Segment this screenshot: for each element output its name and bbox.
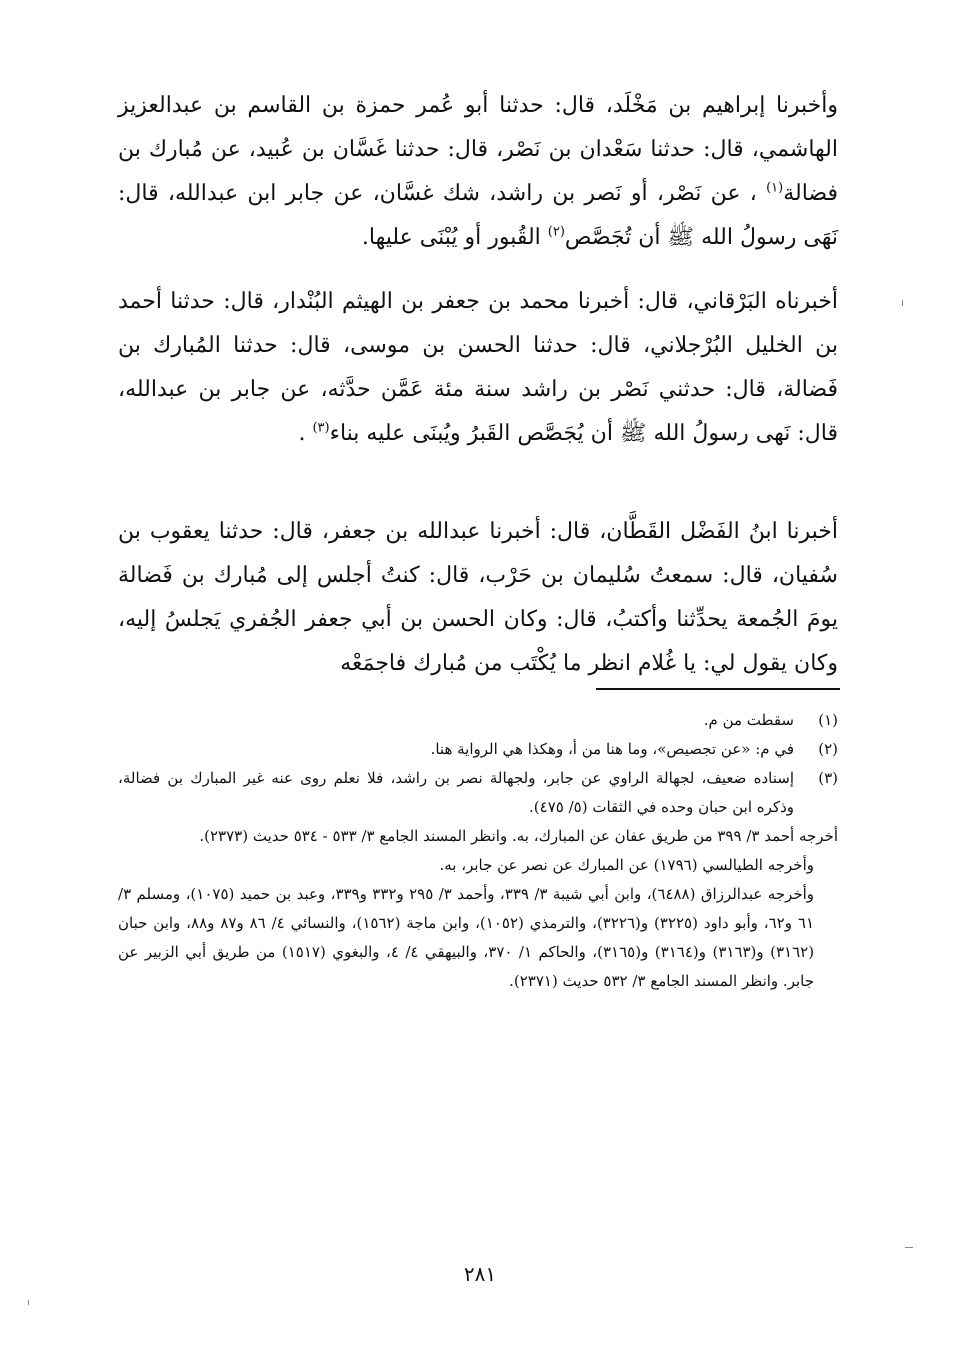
scan-speck bbox=[902, 300, 903, 306]
footnote-3-continuation-3: وأخرجه عبدالرزاق (٦٤٨٨)، وابن أبي شيبة ٣/ ٣٣٩، وأحمد ٣/ ٢٩٥ و٣٣٢ و٣٣٩، وعبد بن حميد (١٠٧٥)، ومسلم ٣/ ٦١ و٦٢، وأبو داود (٣٢٢٥) و(٣٢٢٦)، والترمذي (١٠٥٢)، وابن ماجة (١٥٦٢)، والنسائي ٤/ ٨٦ و٨٧ و٨٨، وابن حبان (٣١٦٢) و(٣١٦٣) و(٣١٦٤) و(٣١٦٥)، والحاكم ١/ ٣٧٠، والبيهقي ٤/ ٤، والبغوي (١٥١٧) من طريق أبي الزبير عن جابر. وانظر المسند الجامع ٣/ ٥٣٢ حديث (٢٣٧١). bbox=[118, 885, 815, 990]
footnote-3-continuation-2: وأخرجه الطيالسي (١٧٩٦) عن المبارك عن نصر عن جابر، به. bbox=[439, 856, 814, 874]
main-paragraph-2 bbox=[118, 280, 838, 456]
footnote-1 bbox=[118, 706, 838, 735]
p1-text-c: القُبور أو يُبْنَى عليها. bbox=[361, 225, 548, 250]
footnote-2 bbox=[118, 735, 838, 764]
footnote-ref-3: (٣) bbox=[312, 420, 330, 436]
footnote-number: (٣) bbox=[818, 769, 838, 787]
footnote-text: إسناده ضعيف، لجهالة الراوي عن جابر، ولجهالة نصر بن راشد، فلا نعلم روى عنه غير المبارك بن فضالة، وذكره ابن حبان وحده في الثقات (٥/ ٤٧٥). bbox=[118, 769, 794, 816]
footnote-ref-2: (٢) bbox=[547, 224, 565, 240]
footnote-ref-1: (١) bbox=[766, 180, 784, 196]
main-paragraph-3 bbox=[118, 510, 838, 686]
footnote-number: (١) bbox=[818, 711, 838, 729]
p2-text-b: . bbox=[298, 421, 313, 446]
p1-text-a: وأخبرنا إبراهيم بن مَخْلَد، قال: حدثنا أبو عُمر حمزة بن القاسم بن عبدالعزيز الهاشمي، قال: حدثنا سَعْدان بن نَصْر، قال: حدثنا غَسَّان بن عُبيد، عن مُبارك بن فضالة bbox=[118, 93, 838, 206]
p2-text-a: أخبرناه البَرْقاني، قال: أخبرنا محمد بن جعفر بن الهيثم البُنْدار، قال: حدثنا أحمد بن الخليل البُرْجلاني، قال: حدثنا الحسن بن موسى، قال: حدثنا المُبارك بن فَضالة، قال: حدثني نَصْر بن راشد سنة مئة عَمَّن حدَّثه، عن جابر بن عبدالله، قال: نَهى رسولُ الله ﷺ أن يُجَصَّص القَبرُ ويُبنَى عليه بناء bbox=[118, 289, 838, 446]
p3-text: أخبرنا ابنُ الفَضْل القَطَّان، قال: أخبرنا عبدالله بن جعفر، قال: حدثنا يعقوب بن سُفيان، قال: سمعتُ سُليمان بن حَرْب، قال: كنتُ أجلس إلى مُبارك بن فَضالة يومَ الجُمعة يحدِّثنا وأكتبُ، قال: وكان الحسن بن أبي جعفر الجُفري يَجلسُ إليه، وكان يقول لي: يا غُلام انظر ما يُكْتَب من مُبارك فاجمَعْه bbox=[118, 519, 838, 676]
footnote-3 bbox=[118, 764, 838, 822]
page-number: ٢٨١ bbox=[463, 1262, 497, 1286]
footnote-3-continuation-1: أخرجه أحمد ٣/ ٣٩٩ من طريق عفان عن المبارك، به. وانظر المسند الجامع ٣/ ٥٣٣ - ٥٣٤ حديث (٢٣٧٣). bbox=[199, 827, 838, 845]
footnote-number: (٢) bbox=[818, 740, 838, 758]
footnote-text: في م: «عن تجصيص»، وما هنا من أ، وهكذا هي الرواية هنا. bbox=[430, 740, 794, 758]
footnote-text: سقطت من م. bbox=[703, 711, 794, 729]
scan-speck bbox=[905, 1247, 913, 1248]
scan-speck bbox=[28, 1300, 29, 1305]
main-paragraph-1 bbox=[118, 84, 838, 260]
p1-text-b: ، عن نَصْر، أو نَصر بن راشد، شك غسَّان، عن جابر ابن عبدالله، قال: نَهَى رسولُ الله ﷺ أن تُجَصَّص bbox=[118, 181, 838, 250]
footnote-separator bbox=[596, 688, 840, 690]
footnotes-section bbox=[118, 706, 838, 996]
